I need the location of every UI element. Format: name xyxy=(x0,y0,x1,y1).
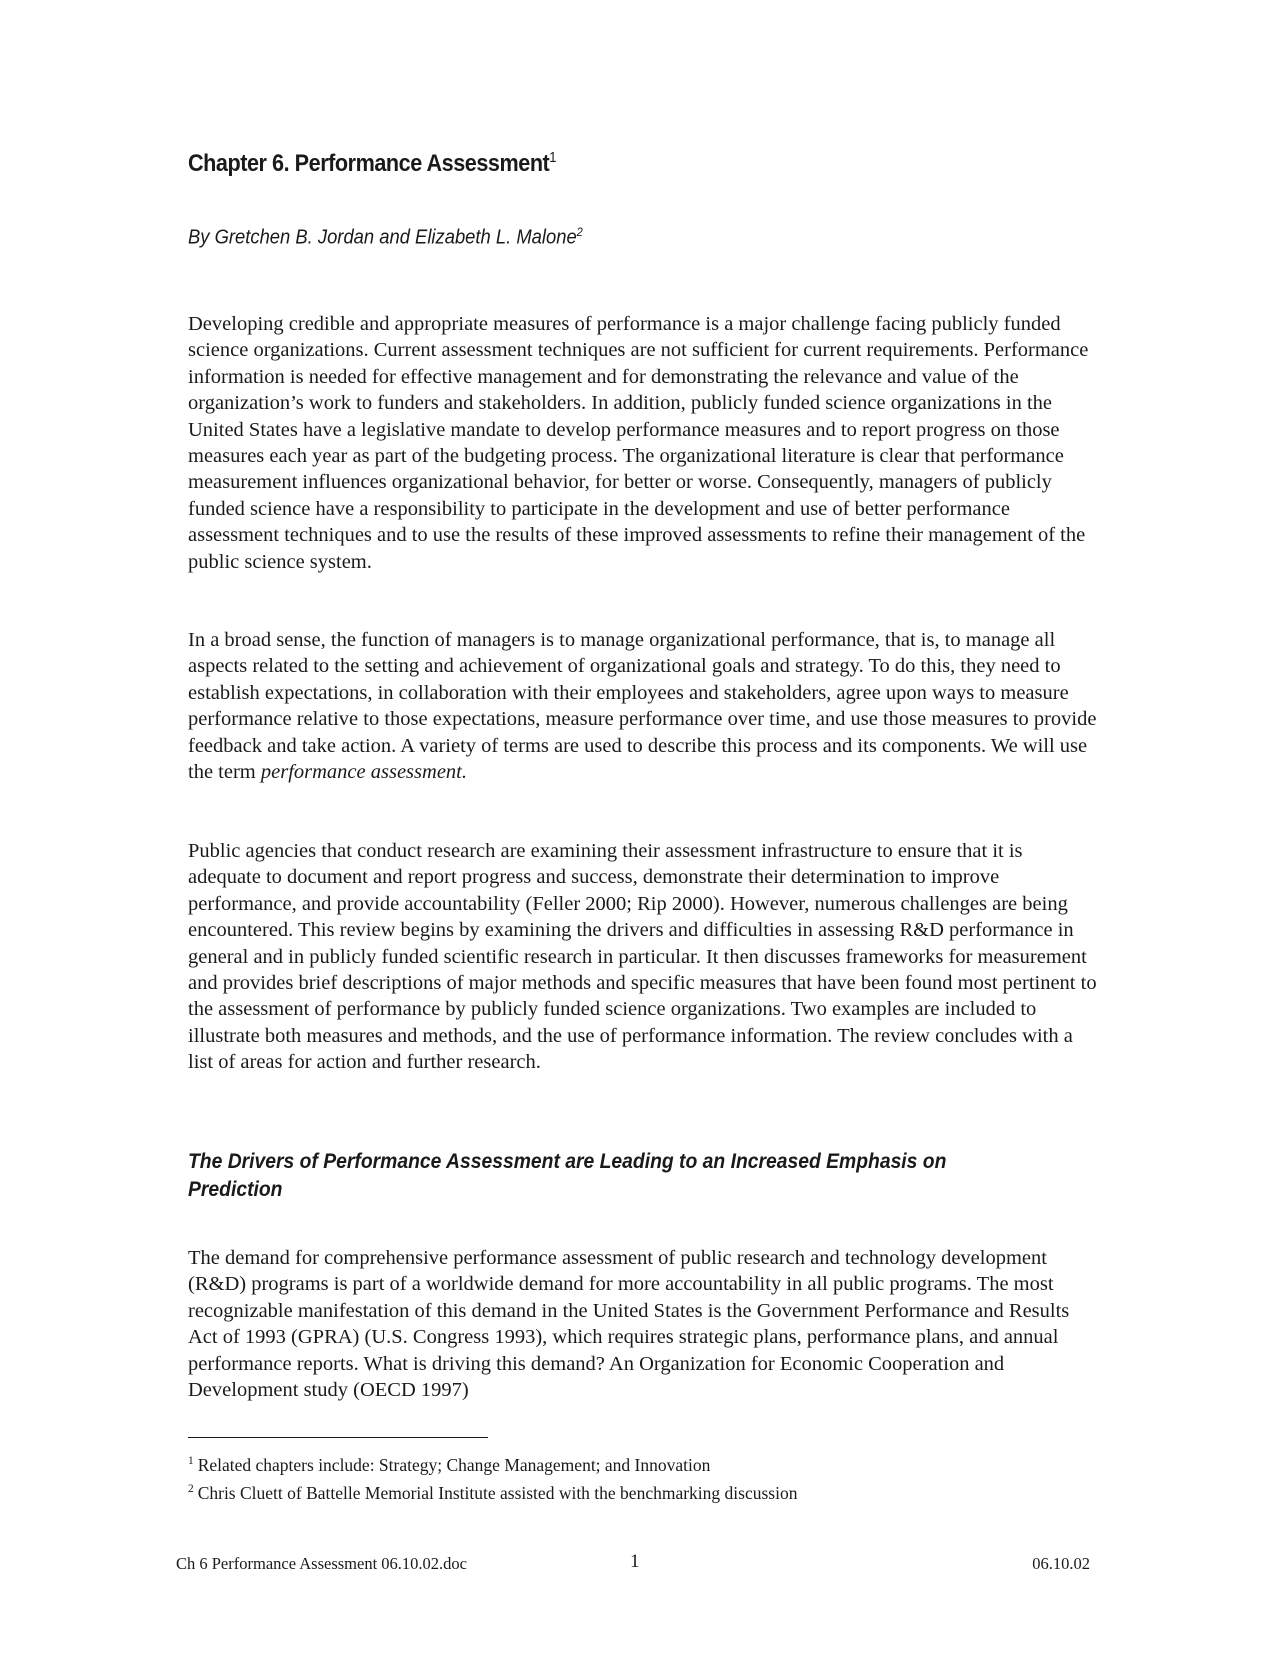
footnote-1 xyxy=(188,1449,797,1477)
footnote-2-text: Chris Cluett of Battelle Memorial Institute assisted with the benchmarking discussion xyxy=(197,1482,798,1503)
byline-text: By Gretchen B. Jordan and Elizabeth L. Malone xyxy=(188,226,577,249)
body-paragraph-4: The demand for comprehensive performance assessment of public research and technology development (R&D) programs is part of a worldwide demand for more accountability in all public programs. The most recognizable manifestation of this demand in the United States is the Government Performance and Results Act of 1993 (GPRA) (U.S. Congress 1993), which requires strategic plans, performance plans, and annual performance reports. What is driving this demand? An Organization for Economic Cooperation and Development study (OECD 1997) xyxy=(188,1247,1070,1402)
term-performance-assessment: performance assessment. xyxy=(260,761,467,784)
footnote-2 xyxy=(188,1477,797,1505)
footnote-1-number: 1 xyxy=(188,1455,194,1467)
body-paragraph-1: Developing credible and appropriate measures of performance is a major challenge facing publicly funded science organizations. Current assessment techniques are not sufficient for current requirements. Performance information is needed for effective management and for demonstrating the relevance and value of the organization’s work to funders and stakeholders. In addition, publicly funded science organizations in the United States have a legislative mandate to develop performance measures and to report progress on those measures each year as part of the budgeting process. The organizational literature is clear that performance measurement influences organizational behavior, for better or worse. Consequently, managers of publicly funded science have a responsibility to participate in the development and use of better performance assessment techniques and to use the results of these improved assessments to refine their management of the public science system. xyxy=(188,313,1089,573)
body-paragraph-3: Public agencies that conduct research are examining their assessment infrastructure to ensure that it is adequate to document and report progress and success, demonstrate their determination to improve performance, and provide accountability (Feller 2000; Rip 2000). However, numerous challenges are being encountered. This review begins by examining the drivers and difficulties in assessing R&D performance in general and in publicly funded scientific research in particular. It then discusses frameworks for measurement and provides brief descriptions of major methods and specific measures that have been found most pertinent to the assessment of performance by publicly funded science organizations. Two examples are included to illustrate both measures and methods, and the use of performance information. The review concludes with a list of areas for action and further research. xyxy=(188,840,1097,1074)
section-heading: The Drivers of Performance Assessment are Leading to an Increased Emphasis on Prediction xyxy=(188,1150,947,1201)
chapter-title xyxy=(188,150,556,178)
footer-page-number: 1 xyxy=(630,1551,640,1572)
body-paragraph-2-text: In a broad sense, the function of managers is to manage organizational performance, that is, to manage all aspects related to the setting and achievement of organizational goals and strategy. To do this, they need to establish expectations, in collaboration with their employees and stakeholders, agree upon ways to measure performance relative to those expectations, measure performance over time, and use those measures to provide feedback and take action. A variety of terms are used to describe this process and its components. We will use the term xyxy=(188,629,1097,784)
footnote-divider xyxy=(188,1437,488,1438)
footer-filename: Ch 6 Performance Assessment 06.10.02.doc xyxy=(176,1554,467,1573)
author-byline xyxy=(188,225,583,250)
body-paragraph-2 xyxy=(188,627,1098,785)
footnotes xyxy=(188,1449,797,1505)
footnote-1-text: Related chapters include: Strategy; Change Management; and Innovation xyxy=(197,1454,711,1475)
footer-date: 06.10.02 xyxy=(1032,1554,1090,1573)
byline-footnote-ref: 2 xyxy=(576,225,583,239)
chapter-title-text: Chapter 6. Performance Assessment xyxy=(188,150,550,177)
footnote-2-number: 2 xyxy=(188,1482,194,1495)
chapter-title-footnote-ref: 1 xyxy=(549,150,557,166)
